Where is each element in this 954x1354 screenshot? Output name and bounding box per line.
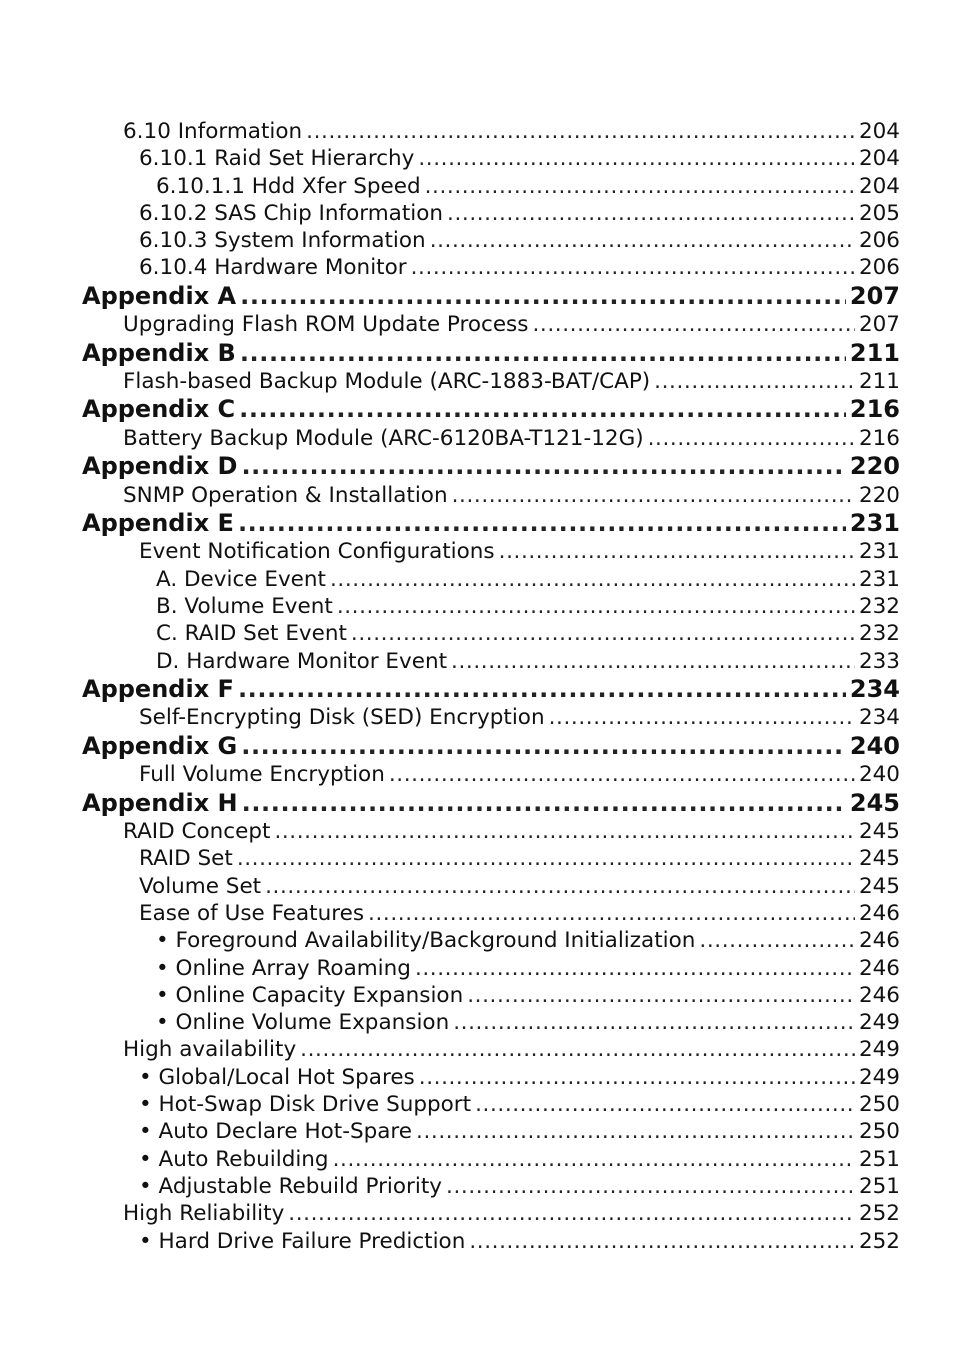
dot-leader [415,955,855,982]
dot-leader [699,927,855,954]
dot-leader [411,254,855,281]
toc-entry[interactable] [0,955,900,982]
toc-entry-page-number: 220 [849,452,900,481]
toc-entry[interactable] [0,538,900,565]
toc-entry-title: • Foreground Availability/Background Initialization [156,928,696,954]
toc-entry-title: Battery Backup Module (ARC-6120BA-T121-12G) [123,425,644,451]
table-of-contents [0,118,954,1255]
toc-entry-title: • Hard Drive Failure Prediction [139,1228,466,1254]
toc-entry-page-number: 234 [849,674,900,703]
toc-entry-page-number: 216 [849,395,900,424]
toc-appendix-entry[interactable] [0,452,900,482]
toc-entry-title: Appendix A [82,281,237,310]
toc-entry-title: SNMP Operation & Installation [123,482,448,508]
dot-leader [265,873,855,900]
toc-entry-page-number: 234 [858,705,900,731]
dot-leader [241,732,846,762]
dot-leader [300,1036,855,1063]
toc-appendix-entry[interactable] [0,395,900,425]
dot-leader [418,145,855,172]
toc-entry-title: High Reliability [123,1201,285,1227]
toc-entry-page-number: 249 [858,1010,900,1036]
toc-entry-page-number: 205 [858,200,900,226]
toc-entry-title: High availability [123,1037,297,1063]
dot-leader [467,982,855,1009]
toc-entry[interactable] [0,1146,900,1173]
toc-entry-page-number: 232 [858,594,900,620]
dot-leader [238,675,846,705]
toc-entry-page-number: 245 [858,819,900,845]
dot-leader [240,339,846,369]
dot-leader [288,1200,855,1227]
toc-entry-title: Appendix C [82,395,236,424]
toc-appendix-entry[interactable] [0,732,900,762]
toc-entry-page-number: 233 [858,648,900,674]
toc-entry-title: Ease of Use Features [139,900,365,926]
toc-entry-title: • Global/Local Hot Spares [139,1064,415,1090]
toc-entry[interactable] [0,648,900,675]
dot-leader [416,1118,855,1145]
toc-entry-page-number: 232 [858,621,900,647]
toc-entry-title: • Online Capacity Expansion [156,982,464,1008]
toc-entry-page-number: 246 [858,900,900,926]
toc-entry-page-number: 220 [858,482,900,508]
toc-entry[interactable] [0,873,900,900]
toc-entry-page-number: 251 [858,1146,900,1172]
dot-leader [239,395,846,425]
toc-entry[interactable] [0,1009,900,1036]
toc-entry-title: C. RAID Set Event [156,621,347,647]
toc-entry[interactable] [0,200,900,227]
dot-leader [452,482,855,509]
toc-entry-title: • Auto Rebuilding [139,1146,329,1172]
toc-entry[interactable] [0,254,900,281]
toc-entry[interactable] [0,566,900,593]
toc-entry[interactable] [0,173,900,200]
toc-entry-page-number: 245 [858,846,900,872]
toc-entry[interactable] [0,1091,900,1118]
toc-entry-title: Event Notification Configurations [139,539,495,565]
toc-entry-title: Volume Set [139,873,262,899]
dot-leader [446,1173,855,1200]
toc-entry[interactable] [0,900,900,927]
toc-entry-page-number: 250 [858,1092,900,1118]
dot-leader [389,761,855,788]
toc-entry-page-number: 211 [858,369,900,395]
dot-leader [351,620,855,647]
toc-entry[interactable] [0,1064,900,1091]
toc-entry-title: • Hot-Swap Disk Drive Support [139,1092,472,1118]
toc-entry-title: Full Volume Encryption [139,762,385,788]
toc-entry-title: 6.10.4 Hardware Monitor [139,255,407,281]
toc-entry-page-number: 231 [849,508,900,537]
toc-entry-title: Appendix F [82,674,234,703]
toc-entry-page-number: 245 [858,873,900,899]
toc-entry-title: • Online Volume Expansion [156,1010,450,1036]
toc-entry[interactable] [0,311,900,338]
toc-entry-title: 6.10 Information [123,119,303,144]
toc-entry-title: 6.10.2 SAS Chip Information [139,200,444,226]
toc-appendix-entry[interactable] [0,339,900,369]
toc-entry-title: • Online Array Roaming [156,955,411,981]
toc-entry-page-number: 246 [858,955,900,981]
toc-entry-title: • Adjustable Rebuild Priority [139,1173,443,1199]
dot-leader [337,593,855,620]
toc-entry-page-number: 207 [858,312,900,338]
toc-entry[interactable] [0,1036,900,1063]
toc-entry[interactable] [0,845,900,872]
toc-entry[interactable] [0,145,900,172]
toc-entry[interactable] [0,1228,900,1255]
toc-entry-title: A. Device Event [156,566,326,592]
dot-leader [274,818,855,845]
toc-entry-title: 6.10.1 Raid Set Hierarchy [139,146,415,172]
dot-leader [469,1228,855,1255]
dot-leader [238,509,846,539]
toc-entry-title: D. Hardware Monitor Event [156,648,448,674]
toc-entry-title: Upgrading Flash ROM Update Process [123,312,529,338]
toc-entry[interactable] [0,1118,900,1145]
toc-entry-page-number: 204 [858,173,900,199]
toc-entry[interactable] [0,482,900,509]
toc-entry-title: 6.10.1.1 Hdd Xfer Speed [156,173,421,199]
toc-entry[interactable] [0,818,900,845]
toc-entry[interactable] [0,1200,900,1227]
toc-appendix-entry[interactable] [0,509,900,539]
toc-appendix-entry[interactable] [0,282,900,312]
toc-entry-title: Appendix H [82,788,238,817]
toc-entry-title: Appendix E [82,508,234,537]
toc-entry[interactable] [0,118,900,145]
toc-entry-page-number: 240 [849,731,900,760]
toc-entry-page-number: 249 [858,1037,900,1063]
toc-entry[interactable] [0,425,900,452]
dot-leader [242,789,846,819]
toc-entry-page-number: 252 [858,1201,900,1227]
dot-leader [475,1091,855,1118]
dot-leader [241,452,845,482]
toc-entry-title: Appendix G [82,731,238,760]
toc-appendix-entry[interactable] [0,789,900,819]
toc-entry[interactable] [0,982,900,1009]
toc-entry-title: RAID Concept [123,819,271,845]
toc-entry-page-number: 246 [858,982,900,1008]
toc-entry[interactable] [0,704,900,731]
toc-entry-page-number: 246 [858,928,900,954]
toc-entry-page-number: 207 [849,281,900,310]
toc-entry-page-number: 240 [858,762,900,788]
toc-entry-page-number: 250 [858,1119,900,1145]
dot-leader [237,845,855,872]
toc-entry-page-number: 206 [858,228,900,254]
dot-leader [425,173,855,200]
toc-entry[interactable] [0,927,900,954]
dot-leader [447,200,855,227]
toc-entry[interactable] [0,227,900,254]
toc-appendix-entry[interactable] [0,675,900,705]
toc-entry-page-number: 204 [858,146,900,172]
toc-entry-page-number: 206 [858,255,900,281]
toc-entry[interactable] [0,620,900,647]
dot-leader [306,118,855,145]
toc-entry[interactable] [0,1173,900,1200]
dot-leader [532,311,854,338]
dot-leader [451,648,855,675]
toc-entry[interactable] [0,761,900,788]
dot-leader [333,1146,855,1173]
toc-entry[interactable] [0,368,900,395]
dot-leader [648,425,855,452]
toc-entry-page-number: 231 [858,566,900,592]
toc-entry[interactable] [0,593,900,620]
dot-leader [549,704,855,731]
toc-entry-title: Appendix D [82,452,238,481]
toc-entry-page-number: 249 [858,1064,900,1090]
toc-entry-title: Self-Encrypting Disk (SED) Encryption [139,705,545,731]
dot-leader [240,282,846,312]
toc-entry-title: • Auto Declare Hot-Spare [139,1119,413,1145]
toc-entry-page-number: 231 [858,539,900,565]
dot-leader [419,1064,855,1091]
toc-entry-page-number: 251 [858,1173,900,1199]
dot-leader [453,1009,855,1036]
toc-entry-title: RAID Set [139,846,233,872]
toc-entry-page-number: 252 [858,1228,900,1254]
toc-entry-title: Flash-based Backup Module (ARC-1883-BAT/CAP) [123,369,651,395]
toc-entry-page-number: 245 [849,788,900,817]
toc-entry-page-number: 216 [858,425,900,451]
toc-entry-page-number: 204 [858,119,900,144]
toc-entry-title: 6.10.3 System Information [139,228,426,254]
toc-entry-page-number: 211 [849,338,900,367]
dot-leader [499,538,855,565]
dot-leader [654,368,855,395]
dot-leader [330,566,855,593]
dot-leader [430,227,855,254]
toc-entry-title: Appendix B [82,338,236,367]
toc-entry-title: B. Volume Event [156,594,333,620]
dot-leader [368,900,855,927]
